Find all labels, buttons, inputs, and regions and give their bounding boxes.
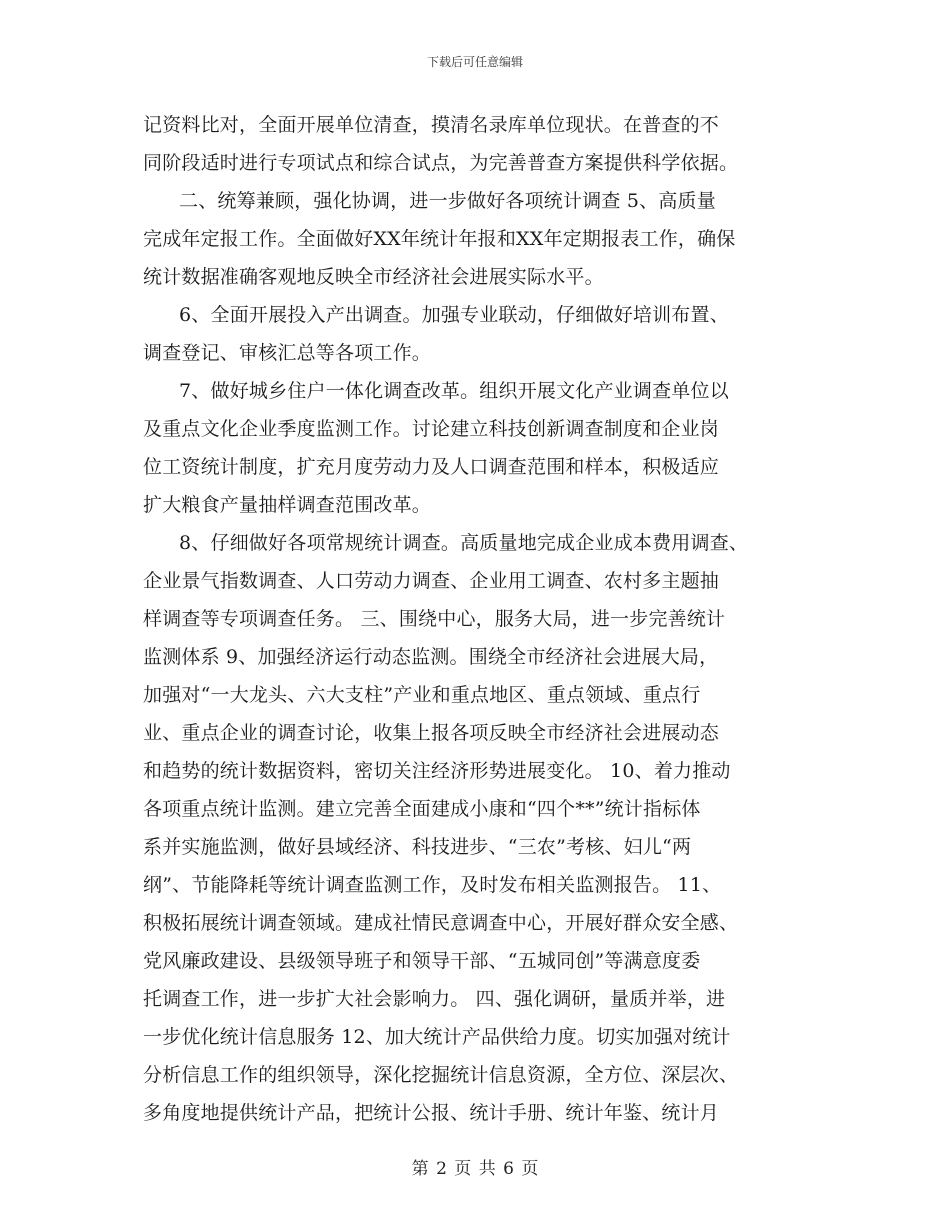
page-footer: 第 2 页 共 6 页 xyxy=(411,1159,539,1179)
body-line: 一步优化统计信息服务 12、加大统计产品供给力度。切实加强对统计 xyxy=(143,1026,731,1048)
body-line: 调查登记、审核汇总等各项工作。 xyxy=(143,342,432,364)
body-line: 位工资统计制度，扩充月度劳动力及人口调查范围和样本，积极适应 xyxy=(143,456,720,478)
body-line: 及重点文化企业季度监测工作。讨论建立科技创新调查制度和企业岗 xyxy=(143,418,720,440)
body-line: 扩大粮食产量抽样调查范围改革。 xyxy=(143,494,432,516)
body-line: 和趋势的统计数据资料，密切关注经济形势进展变化。 10、着力推动 xyxy=(143,760,731,782)
body-line: 纲”、节能降耗等统计调查监测工作，及时发布相关监测报告。 11、 xyxy=(143,874,722,896)
body-line: 企业景气指数调查、人口劳动力调查、企业用工调查、农村多主题抽 xyxy=(143,570,720,592)
body-line: 完成年定报工作。全面做好XX年统计年报和XX年定期报表工作，确保 xyxy=(143,228,736,250)
page-header: 下载后可任意编辑 xyxy=(426,55,523,69)
body-line: 监测体系 9、加强经济运行动态监测。围绕全市经济社会进展大局， xyxy=(143,646,719,668)
body-line: 8、仔细做好各项常规统计调查。高质量地完成企业成本费用调查、 xyxy=(179,532,749,554)
body-line: 加强对“一大龙头、六大支柱”产业和重点地区、重点领域、重点行 xyxy=(143,684,701,706)
body-line: 统计数据准确客观地反映全市经济社会进展实际水平。 xyxy=(143,266,604,288)
body-line: 系并实施监测，做好县域经济、科技进步、“三农”考核、妇儿“两 xyxy=(143,836,692,858)
body-line: 托调查工作，进一步扩大社会影响力。 四、强化调研，量质并举，进 xyxy=(143,988,726,1010)
body-line: 6、全面开展投入产出调查。加强专业联动，仔细做好培训布置、 xyxy=(179,304,729,326)
body-line: 二、统筹兼顾，强化协调，进一步做好各项统计调查 5、高质量 xyxy=(179,190,716,212)
body-line: 同阶段适时进行专项试点和综合试点，为完善普查方案提供科学依据。 xyxy=(143,152,739,174)
body-line: 记资料比对，全面开展单位清查，摸清名录库单位现状。在普查的不 xyxy=(143,114,720,136)
body-line: 7、做好城乡住户一体化调查改革。组织开展文化产业调查单位以 xyxy=(179,380,729,402)
body-line: 多角度地提供统计产品，把统计公报、统计手册、统计年鉴、统计月 xyxy=(143,1102,720,1124)
body-line: 积极拓展统计调查领域。建成社情民意调查中心，开展好群众安全感、 xyxy=(143,912,739,934)
body-line: 分析信息工作的组织领导，深化挖掘统计信息资源，全方位、深层次、 xyxy=(143,1064,739,1086)
body-line: 样调查等专项调查任务。 三、围绕中心，服务大局，进一步完善统计 xyxy=(143,608,726,630)
document-body xyxy=(143,106,843,1132)
body-line: 业、重点企业的调查讨论，收集上报各项反映全市经济社会进展动态 xyxy=(143,722,720,744)
body-line: 各项重点统计监测。建立完善全面建成小康和“四个**”统计指标体 xyxy=(143,798,701,820)
body-line: 党风廉政建设、县级领导班子和领导干部、“五城同创”等满意度委 xyxy=(143,950,701,972)
